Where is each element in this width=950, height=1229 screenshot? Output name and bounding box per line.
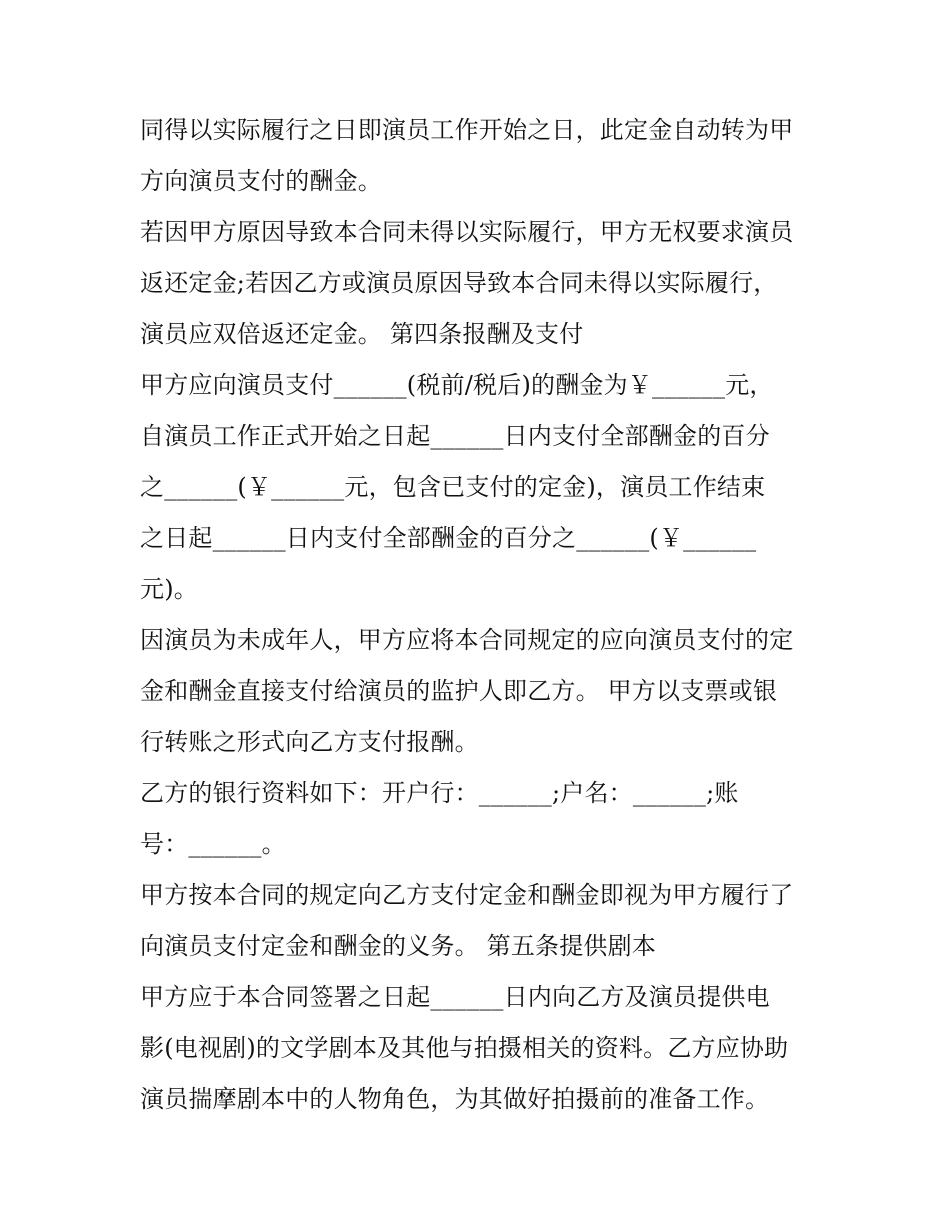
- text-line: 演员揣摩剧本中的人物角色，为其做好拍摄前的准备工作。: [140, 1085, 770, 1113]
- text-line: 自演员工作正式开始之日起______日内支付全部酬金的百分: [140, 422, 770, 450]
- text-line: 甲方应于本合同签署之日起______日内向乙方及演员提供电: [140, 983, 770, 1011]
- text-line: 甲方按本合同的规定向乙方支付定金和酬金即视为甲方履行了: [140, 881, 794, 909]
- text-line: 甲方应向演员支付______(税前/税后)的酬金为￥______元，: [140, 371, 774, 399]
- text-line: 行转账之形式向乙方支付报酬。: [140, 728, 479, 756]
- text-line: 号：______。: [140, 830, 286, 858]
- document-body: [140, 105, 820, 1125]
- text-line: 影(电视剧)的文学剧本及其他与拍摄相关的资料。乙方应协助: [140, 1034, 789, 1062]
- text-line: 金和酬金直接支付给演员的监护人即乙方。 甲方以支票或银: [140, 677, 778, 705]
- text-line: 元)。: [140, 575, 198, 603]
- text-line: 因演员为未成年人，甲方应将本合同规定的应向演员支付的定: [140, 626, 794, 654]
- text-line: 乙方的银行资料如下：开户行：______;户名：______;账: [140, 779, 739, 807]
- text-line: 之日起______日内支付全部酬金的百分之______(￥______: [140, 524, 757, 552]
- text-line: 之______(￥______元，包含已支付的定金)，演员工作结束: [140, 473, 766, 501]
- text-line: 方向演员支付的酬金。: [140, 167, 382, 195]
- text-line: 若因甲方原因导致本合同未得以实际履行，甲方无权要求演员: [140, 218, 794, 246]
- text-line: 向演员支付定金和酬金的义务。 第五条提供剧本: [140, 932, 657, 960]
- text-line: 演员应双倍返还定金。 第四条报酬及支付: [140, 320, 584, 348]
- text-line: 返还定金;若因乙方或演员原因导致本合同未得以实际履行，: [140, 269, 778, 297]
- text-line: 同得以实际履行之日即演员工作开始之日，此定金自动转为甲: [140, 116, 794, 144]
